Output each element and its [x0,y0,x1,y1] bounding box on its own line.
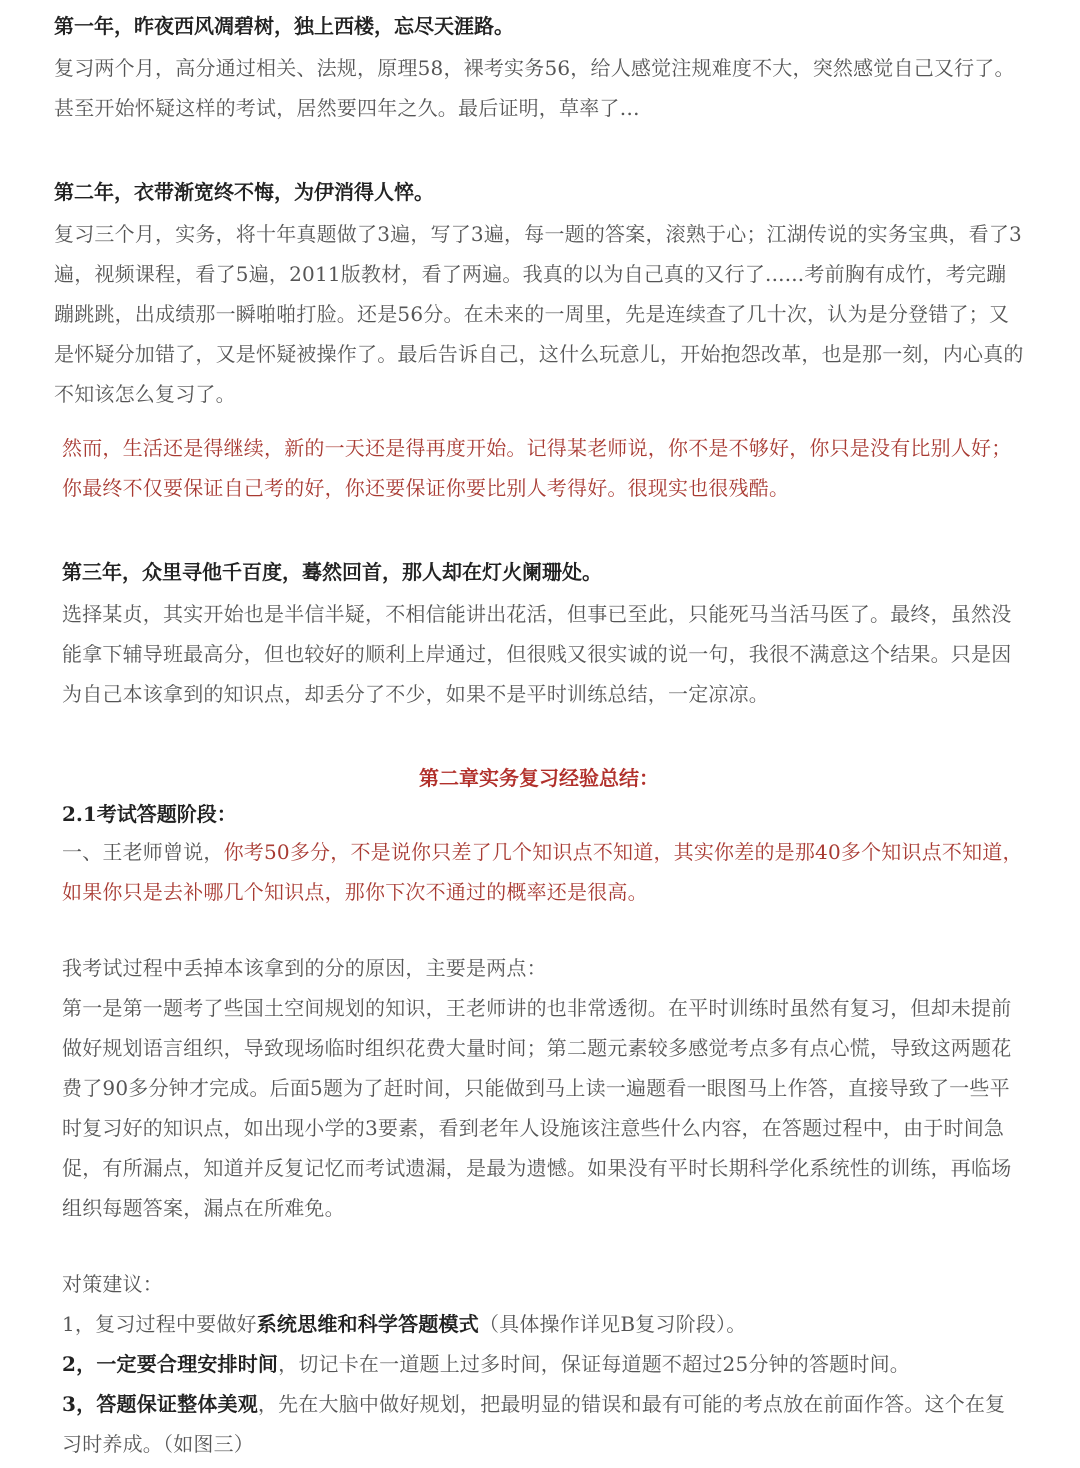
advice-item-1-prefix: 1，复习过程中要做好 [62,1312,257,1336]
quote-paragraph: 然而，生活还是得继续，新的一天还是得再度开始。记得某老师说，你不是不够好，你只是没有比别人好；你最终不仅要保证自己考的好，你还要保证你要比别人考得好。很现实也很残酷。 [62,436,1012,500]
year1-body: 复习两个月，高分通过相关、法规，原理58，裸考实务56，给人感觉注规难度不大，突然感觉自己又行了。甚至开始怀疑这样的考试，居然要四年之久。最后证明，草率了… [54,56,1015,120]
point1-paragraph [54,832,1024,912]
subsection-heading: 2.1考试答题阶段： [62,802,237,826]
year2-body: 复习三个月，实务，将十年真题做了3遍，写了3遍，每一题的答案，滚熟于心；江湖传说的实务宝典，看了3遍，视频课程，看了5遍，2011版教材，看了两遍。我真的以为自己真的又行了......考前胸有成竹，考完蹦蹦跳跳，出成绩那一瞬啪啪打脸。还是56分。在未来的一周里，先是连续查了几十次，认为是分登错了；又是怀疑分加错了，又是怀疑被操作了。最后告诉自己，这什么玩意儿，开始抱怨改革，也是那一刻，内心真的不知该怎么复习了。 [54,222,1024,406]
year1-heading: 第一年，昨夜西风凋碧树，独上西楼，忘尽天涯路。 [54,14,514,38]
advice-item-2-suffix: ，切记卡在一道题上过多时间，保证每道题不超过25分钟的答题时间。 [278,1352,910,1376]
reasons-intro: 我考试过程中丢掉本该拿到的分的原因，主要是两点： [62,956,547,980]
point1-quote: 你考50多分，不是说你只差了几个知识点不知道，其实你差的是那40多个知识点不知道，如果你只是去补哪几个知识点，那你下次不通过的概率还是很高。 [62,840,1023,904]
advice-title: 对策建议： [62,1272,163,1296]
advice-item-3-bold: 3，答题保证整体美观 [62,1392,258,1416]
chapter-title: 第二章实务复习经验总结： [419,766,659,790]
advice-item-1-suffix: （具体操作详见B复习阶段）。 [478,1312,747,1336]
advice-item-1-bold: 系统思维和科学答题模式 [256,1312,479,1336]
point1-prefix: 一、王老师曾说， [62,840,224,864]
advice-item-2-bold: 2，一定要合理安排时间 [62,1352,279,1376]
advice-item-1 [54,1304,1024,1344]
advice-item-2 [54,1344,1024,1384]
year3-heading: 第三年，众里寻他千百度，蓦然回首，那人却在灯火阑珊处。 [62,560,602,584]
advice-item-3-suffix: ，先在大脑中做好规划，把最明显的错误和最有可能的考点放在前面作答。这个在复习时养成。（如图三） [62,1392,1006,1456]
year3-body: 选择某贞，其实开始也是半信半疑，不相信能讲出花活，但事已至此，只能死马当活马医了。最终，虽然没能拿下辅导班最高分，但也较好的顺利上岸通过，但很贱又很实诚的说一句，我很不满意这个结果。只是因为自己本该拿到的知识点，却丢分了不少，如果不是平时训练总结，一定凉凉。 [62,602,1012,706]
year2-heading: 第二年，衣带渐宽终不悔，为伊消得人悴。 [54,180,434,204]
reasons-body: 第一是第一题考了些国土空间规划的知识，王老师讲的也非常透彻。在平时训练时虽然有复习，但却未提前做好规划语言组织，导致现场临时组织花费大量时间；第二题元素较多感觉考点多有点心慌，导致这两题花费了90多分钟才完成。后面5题为了赶时间，只能做到马上读一遍题看一眼图马上作答，直接导致了一些平时复习好的知识点，如出现小学的3要素，看到老年人设施该注意些什么内容，在答题过程中，由于时间急促，有所漏点，知道并反复记忆而考试遗漏，是最为遗憾。如果没有平时长期科学化系统性的训练，再临场组织每题答案，漏点在所难免。 [62,996,1012,1220]
advice-item-3 [54,1384,1024,1464]
